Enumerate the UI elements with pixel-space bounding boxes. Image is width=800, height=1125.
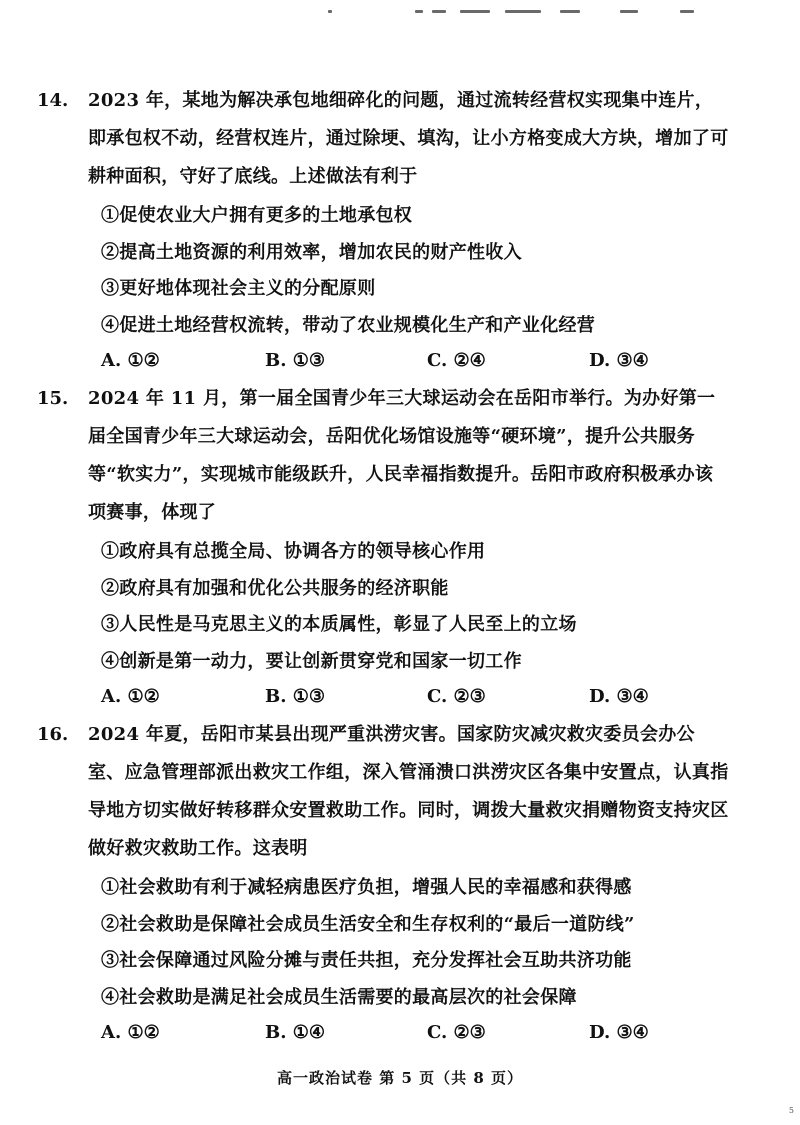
question-number: 15. xyxy=(37,388,69,409)
answer-choices xyxy=(0,680,800,718)
question-stem xyxy=(37,82,730,196)
option-2: ②社会救助是保障社会成员生活安全和生存权利的“最后一道防线” xyxy=(101,913,635,935)
option-3: ③更好地体现社会主义的分配原则 xyxy=(101,278,376,299)
page-footer: 高一政治试卷 第 5 页（共 8 页） xyxy=(277,1069,523,1087)
question-number: 16. xyxy=(37,724,69,745)
question-stem xyxy=(37,716,730,868)
answer-choices xyxy=(0,344,800,382)
option-2: ②政府具有加强和优化公共服务的经济职能 xyxy=(101,577,449,599)
option-1: ①政府具有总揽全局、协调各方的领导核心作用 xyxy=(101,541,486,562)
question-stem-text: 2024 年夏，岳阳市某县出现严重洪涝灾害。国家防灾减灾救灾委员会办公室、应急管理部派出救灾工作组，深入管涌溃口洪涝灾区各集中安置点，认真指导地方切实做好转移群众安置救助工作。同时，调拨大量救灾捐赠物资支持灾区做好救灾救助工作。这表明 xyxy=(88,724,729,859)
question-stem xyxy=(37,380,730,532)
top-scan-marks xyxy=(320,4,700,18)
option-1: ①促使农业大户拥有更多的土地承包权 xyxy=(101,205,413,226)
question-stem-text: 2023 年，某地为解决承包地细碎化的问题，通过流转经营权实现集中连片，即承包权不动，经营权连片，通过除埂、填沟，让小方格变成大方块，增加了可耕种面积，守好了底线。上述做法有利于 xyxy=(88,90,729,187)
option-2: ②提高土地资源的利用效率，增加农民的财产性收入 xyxy=(101,241,522,263)
option-3: ③社会保障通过风险分摊与责任共担，充分发挥社会互助共济功能 xyxy=(101,950,632,971)
answer-c[interactable]: C. ②③ xyxy=(427,1022,486,1043)
answer-d[interactable]: D. ③④ xyxy=(589,686,649,707)
corner-mark: 5 xyxy=(788,1106,794,1115)
answer-choices xyxy=(0,1016,800,1054)
option-4: ④社会救助是满足社会成员生活需要的最高层次的社会保障 xyxy=(101,986,577,1008)
answer-a[interactable]: A. ①② xyxy=(101,1022,160,1043)
answer-a[interactable]: A. ①② xyxy=(101,350,160,371)
question-stem-text: 2024 年 11 月，第一届全国青少年三大球运动会在岳阳市举行。为办好第一届全国青少年三大球运动会，岳阳优化场馆设施等“硬环境”，提升公共服务等“软实力”，实现城市能级跃升，人民幸福指数提升。岳阳市政府积极承办该项赛事，体现了 xyxy=(88,388,716,523)
answer-c[interactable]: C. ②③ xyxy=(427,686,486,707)
option-1: ①社会救助有利于减轻病患医疗负担，增强人民的幸福感和获得感 xyxy=(101,877,632,898)
answer-b[interactable]: B. ①③ xyxy=(265,350,326,371)
answer-a[interactable]: A. ①② xyxy=(101,686,160,707)
answer-c[interactable]: C. ②④ xyxy=(427,350,486,371)
option-4: ④创新是第一动力，要让创新贯穿党和国家一切工作 xyxy=(101,650,522,672)
question-number: 14. xyxy=(37,90,69,111)
question-16 xyxy=(0,716,800,1054)
option-3: ③人民性是马克思主义的本质属性，彰显了人民至上的立场 xyxy=(101,614,577,635)
question-14 xyxy=(0,82,800,382)
option-4: ④促进土地经营权流转，带动了农业规模化生产和产业化经营 xyxy=(101,314,596,336)
answer-b[interactable]: B. ①④ xyxy=(265,1022,326,1043)
answer-d[interactable]: D. ③④ xyxy=(589,1022,649,1043)
question-15 xyxy=(0,380,800,718)
answer-b[interactable]: B. ①③ xyxy=(265,686,326,707)
answer-d[interactable]: D. ③④ xyxy=(589,350,649,371)
